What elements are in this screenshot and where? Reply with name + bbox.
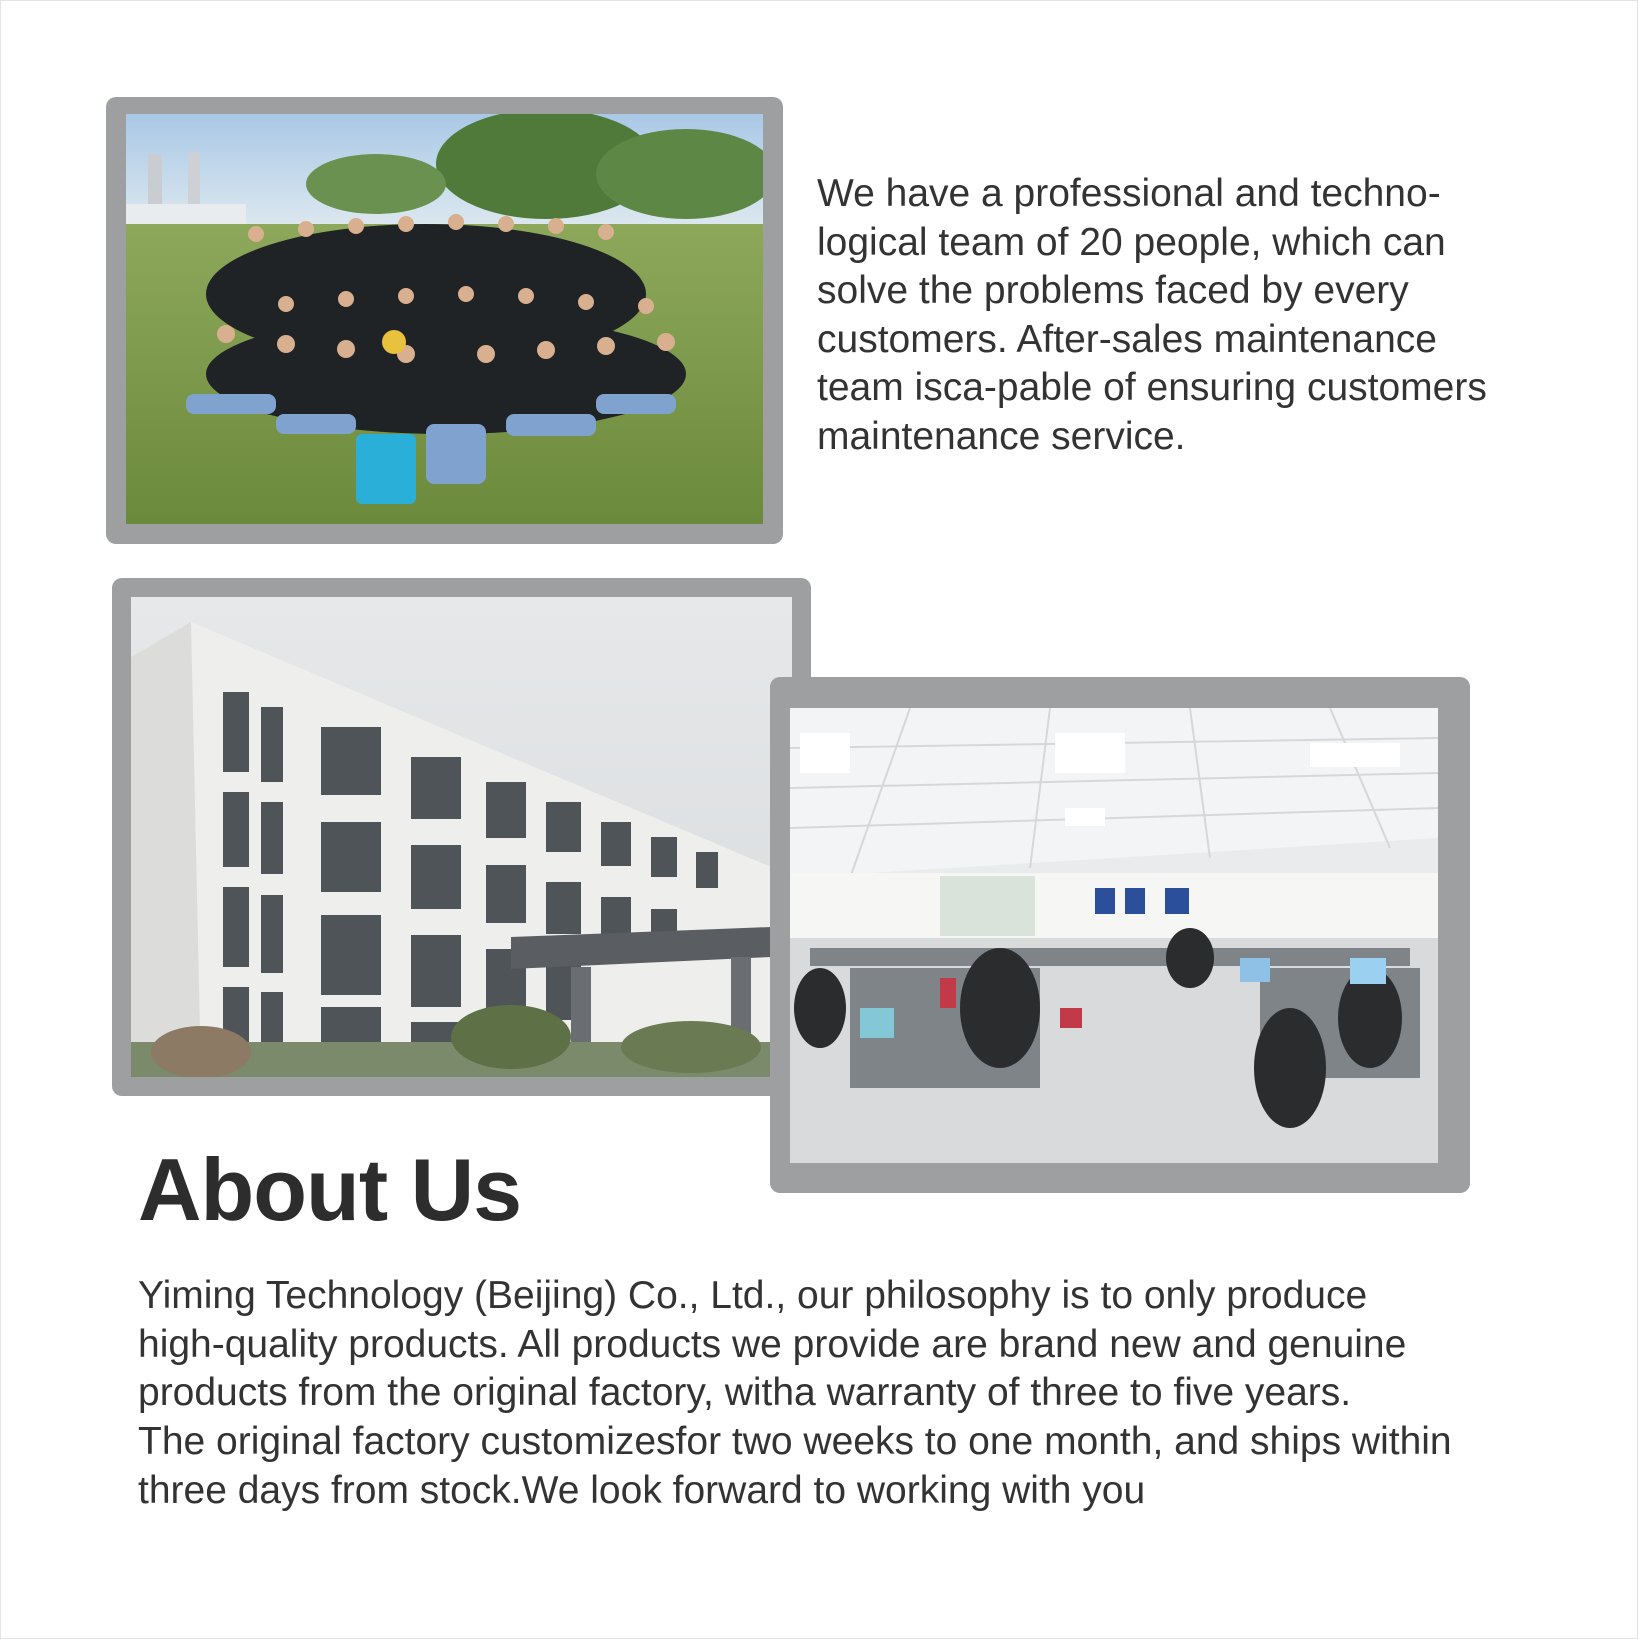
team-description: We have a professional and techno- logical team of 20 people, which can solve the problems faced by every customers. After-sales maintenance team isca-pable of ensuring customers maintenance service. (817, 172, 1487, 458)
team-photo-image (126, 114, 763, 524)
about-us-heading: About Us (138, 1140, 522, 1239)
office-photo (790, 708, 1438, 1163)
building-photo-image (131, 597, 792, 1077)
about-us-description: Yiming Technology (Beijing) Co., Ltd., our philosophy is to only produce high-quality products. All products we provide are brand new and genuine products from the original factory, witha warranty of three to five years. The original factory customizesfor two weeks to one month, and ships within three days from stock.We look forward to working with you (138, 1274, 1452, 1512)
building-photo-frame (112, 578, 811, 1096)
building-photo (131, 597, 792, 1077)
team-photo-frame (106, 97, 783, 544)
office-photo-image (790, 708, 1438, 1163)
team-photo (126, 114, 763, 524)
office-photo-frame (770, 677, 1470, 1193)
